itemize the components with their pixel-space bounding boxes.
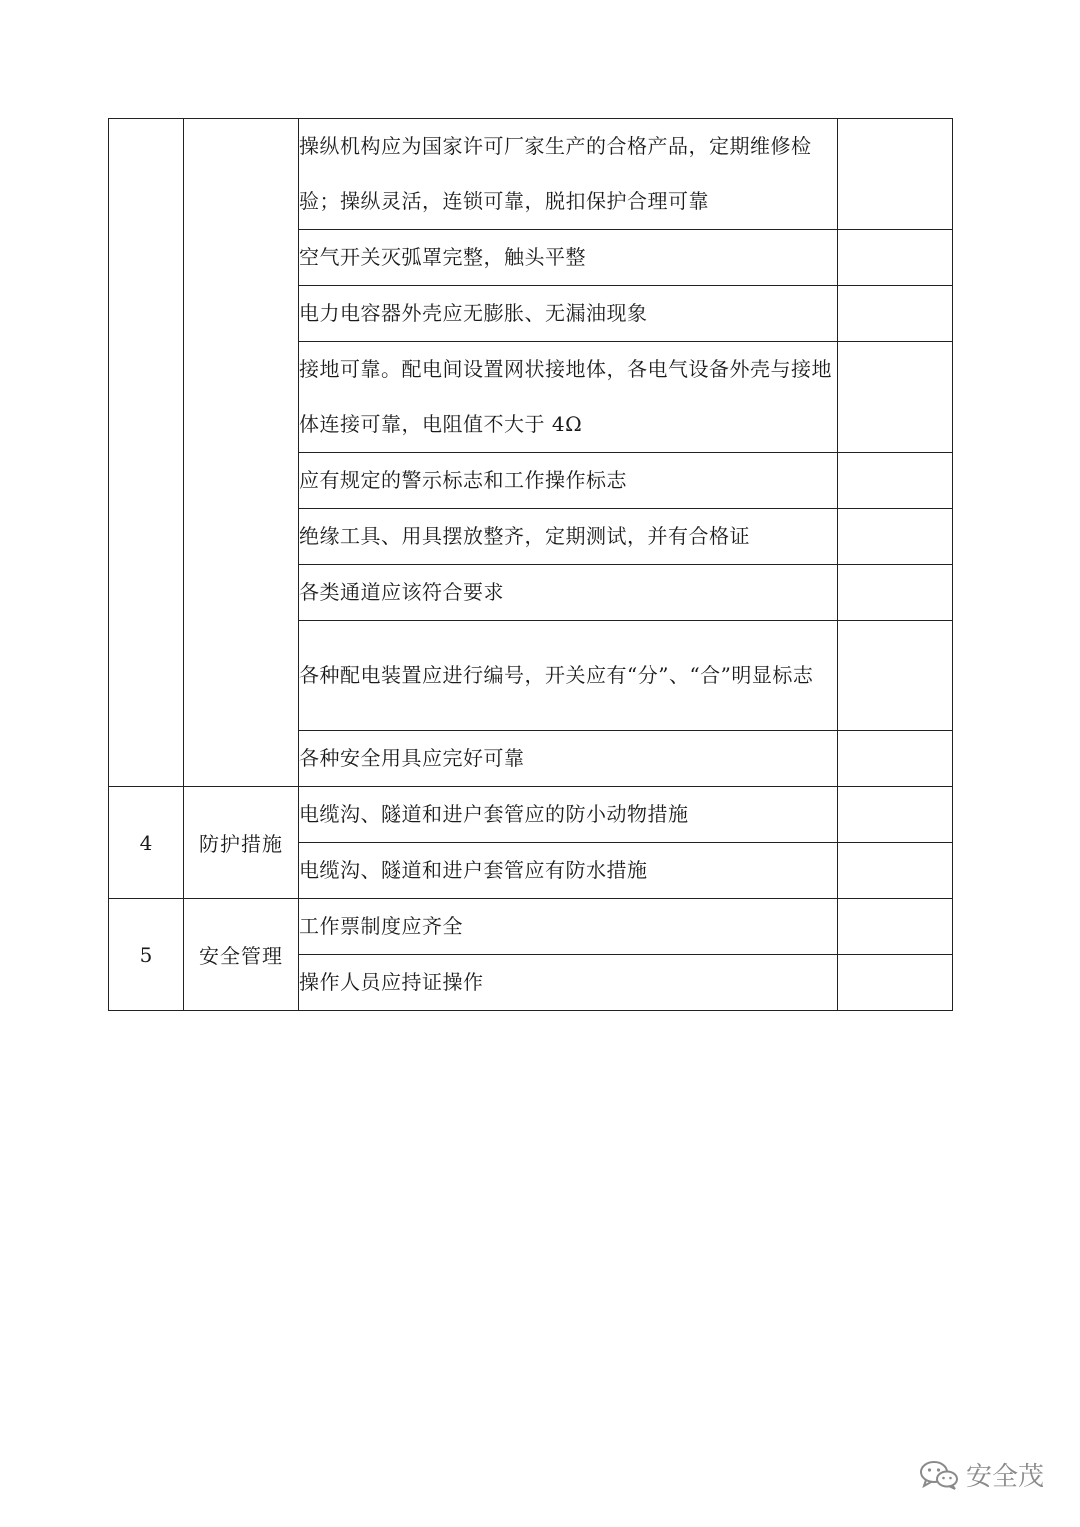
result-cell bbox=[838, 342, 953, 453]
result-cell bbox=[838, 787, 953, 843]
result-cell bbox=[838, 453, 953, 509]
item-cell: 电缆沟、隧道和进户套管应的防小动物措施 bbox=[299, 787, 838, 843]
result-cell bbox=[838, 119, 953, 230]
watermark bbox=[918, 1456, 1044, 1493]
checklist-table bbox=[108, 118, 953, 1011]
item-cell: 操纵机构应为国家许可厂家生产的合格产品，定期维修检验；操纵灵活，连锁可靠，脱扣保护合理可靠 bbox=[299, 119, 838, 230]
category-cell bbox=[184, 119, 299, 787]
result-cell bbox=[838, 843, 953, 899]
result-cell bbox=[838, 621, 953, 731]
row-number-cell: 5 bbox=[109, 899, 184, 1011]
wechat-icon bbox=[918, 1459, 960, 1491]
result-cell bbox=[838, 286, 953, 342]
table-row bbox=[109, 119, 953, 230]
item-cell: 各种配电装置应进行编号，开关应有“分”、“合”明显标志 bbox=[299, 621, 838, 731]
result-cell bbox=[838, 955, 953, 1011]
table-row bbox=[109, 787, 953, 843]
result-cell bbox=[838, 230, 953, 286]
item-cell: 工作票制度应齐全 bbox=[299, 899, 838, 955]
item-cell: 应有规定的警示标志和工作操作标志 bbox=[299, 453, 838, 509]
item-cell: 绝缘工具、用具摆放整齐，定期测试，并有合格证 bbox=[299, 509, 838, 565]
item-cell: 各类通道应该符合要求 bbox=[299, 565, 838, 621]
row-number-cell: 4 bbox=[109, 787, 184, 899]
category-cell: 防护措施 bbox=[184, 787, 299, 899]
watermark-text: 安全茂 bbox=[966, 1462, 1045, 1492]
item-cell: 空气开关灭弧罩完整，触头平整 bbox=[299, 230, 838, 286]
row-number-cell bbox=[109, 119, 184, 787]
item-cell: 操作人员应持证操作 bbox=[299, 955, 838, 1011]
item-cell: 电缆沟、隧道和进户套管应有防水措施 bbox=[299, 843, 838, 899]
result-cell bbox=[838, 565, 953, 621]
item-cell: 接地可靠。配电间设置网状接地体，各电气设备外壳与接地体连接可靠，电阻值不大于 4Ω bbox=[299, 342, 838, 453]
item-cell: 各种安全用具应完好可靠 bbox=[299, 731, 838, 787]
result-cell bbox=[838, 731, 953, 787]
item-cell: 电力电容器外壳应无膨胀、无漏油现象 bbox=[299, 286, 838, 342]
category-cell: 安全管理 bbox=[184, 899, 299, 1011]
result-cell bbox=[838, 899, 953, 955]
table-row bbox=[109, 899, 953, 955]
result-cell bbox=[838, 509, 953, 565]
